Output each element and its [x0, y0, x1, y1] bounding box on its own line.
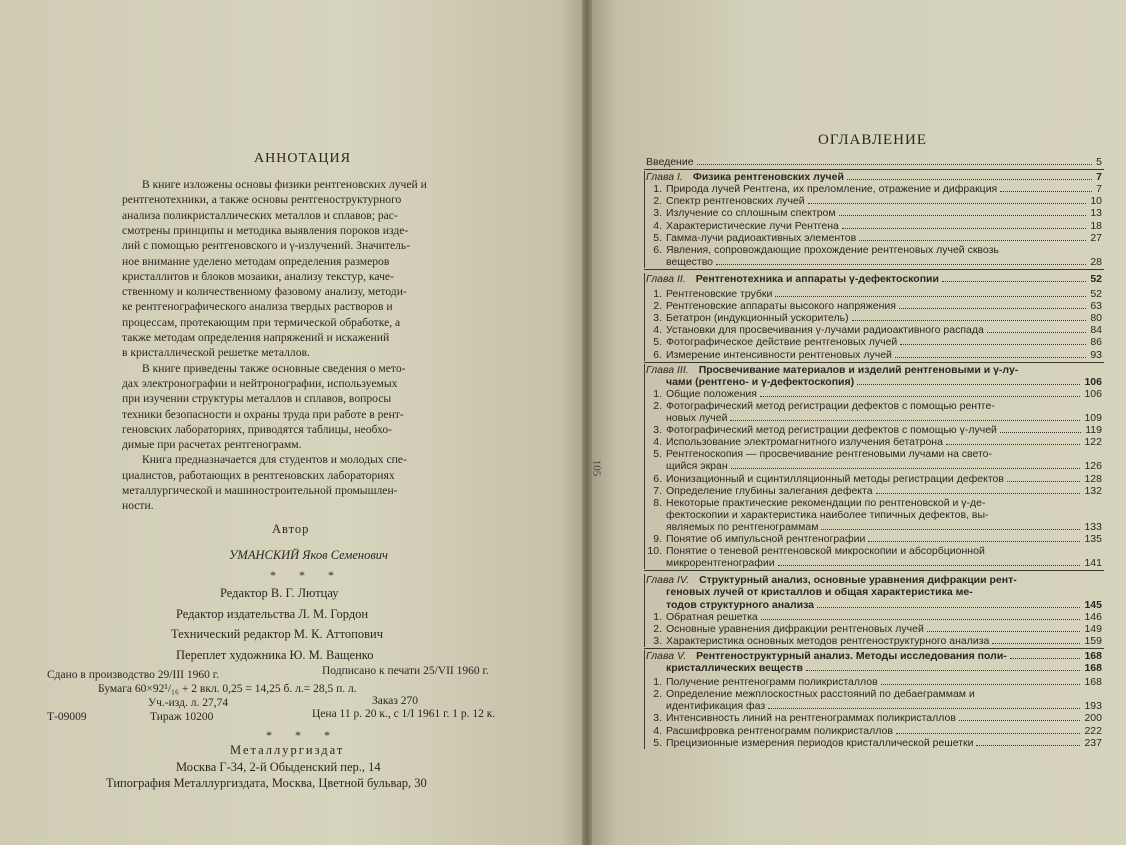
toc-page-number: 141 [1084, 557, 1102, 570]
toc-page-number: 10 [1090, 195, 1102, 208]
toc-entry-title: Бетатрон (индукционный ускоритель) [666, 312, 849, 325]
toc-entry-title: Спектр рентгеновских лучей [666, 195, 805, 208]
toc-entry-title: Гамма-лучи радиоактивных элементов [666, 231, 857, 244]
author-heading: Автор [272, 522, 310, 536]
toc-entry-title: Фотографический метод регистрации дефектов с помощью рентге- [666, 399, 995, 412]
toc-entry-title: Структурный анализ, основные уравнения дифракции рент- [699, 574, 1017, 587]
imprint-run: Тираж 10200 [150, 711, 214, 723]
annotation-line: смотрены принципы и методика выявления пороков изде- [122, 223, 409, 237]
toc-entry-title: Рентгенотехника и аппараты γ-дефектоскопии [695, 272, 939, 285]
toc-entry-number: 4. [653, 219, 662, 232]
toc-entry-number: 7. [653, 484, 662, 497]
toc-page-number: 80 [1090, 312, 1102, 325]
imprint-pub-sheets: Уч.-изд. л. 27,74 [148, 697, 229, 709]
toc-entry-number: 5. [653, 336, 662, 349]
annotation-line: при изучении структуры металлов и сплавов, вопросы [122, 392, 392, 406]
toc-entry-title: Просвечивание материалов и изделий рентгеновыми и γ-лу- [698, 363, 1019, 376]
toc-page-number: 5 [1096, 156, 1102, 168]
toc-entry-number: 9. [653, 533, 662, 545]
toc-entry-title: тодов структурного анализа [666, 598, 814, 611]
annotation-line: ности. [122, 499, 154, 513]
toc-entry-title: Получение рентгенограмм поликристаллов [666, 676, 878, 689]
toc-entry-number: 3. [653, 712, 662, 725]
toc-section-rule [644, 650, 645, 749]
toc-chapter-label: Глава II. [646, 272, 686, 285]
toc-entry-title: Понятие о теневой рентгеновской микроскопии и абсорбционной [666, 545, 985, 558]
imprint-signed: Подписано к печати 25/VII 1960 г. [322, 665, 489, 677]
toc-page-number: 128 [1084, 472, 1102, 485]
toc-page-number: 52 [1090, 288, 1102, 300]
toc-page-number: 145 [1084, 598, 1102, 611]
toc-leader-dots [992, 643, 1080, 644]
toc-entry-title: Некоторые практические рекомендации по рентгеновской и γ-де- [666, 496, 986, 509]
toc-leader-dots [1000, 432, 1081, 433]
toc-entry-number: 1. [653, 387, 662, 400]
toc-entry-number: 10. [647, 545, 662, 558]
toc-entry-title: Рентгеноструктурный анализ. Методы исследования поли- [696, 649, 1007, 662]
toc-entry-number: 6. [653, 472, 662, 485]
toc-entry-number: 3. [653, 634, 662, 647]
toc-leader-dots [927, 631, 1080, 632]
annotation-line: Книга предназначается для студентов и молодых спе- [142, 453, 407, 467]
toc-entry-number: 2. [653, 688, 662, 701]
toc-entry-continuation [646, 256, 1102, 268]
annotation-line: лий с помощью рентгеновского и γ-излучений. Значитель- [122, 239, 411, 253]
toc-chapter-1 [646, 171, 1102, 183]
toc-page-number: 109 [1084, 412, 1102, 424]
toc-entry-number: 8. [653, 496, 662, 509]
toc-entry [646, 448, 1102, 460]
toc-page-number: 93 [1090, 348, 1102, 361]
toc-entry [646, 424, 1102, 436]
toc-entry-number: 5. [653, 448, 662, 461]
toc-entry-title: щийся экран [666, 460, 728, 473]
toc-entry-continuation [646, 412, 1102, 424]
toc-leader-dots [868, 541, 1080, 542]
toc-leader-dots [775, 296, 1086, 297]
toc-leader-dots [1010, 658, 1080, 659]
toc-entry [646, 388, 1102, 400]
toc-leader-dots [859, 240, 1086, 241]
toc-leader-dots [1007, 481, 1080, 482]
stars-divider-2: * * * [266, 728, 340, 742]
annotation-title: АННОТАЦИЯ [254, 151, 351, 166]
toc-entry-title: идентификация фаз [666, 700, 766, 713]
toc-entry [646, 312, 1102, 324]
toc-leader-dots [899, 308, 1086, 309]
toc-entry [646, 324, 1102, 336]
toc-page-number: 135 [1084, 533, 1102, 545]
toc-entry [646, 436, 1102, 448]
toc-entry-continuation [646, 376, 1102, 388]
annotation-line: геновских лабораториях, приводятся таблицы, необхо- [122, 422, 392, 436]
toc-entry [646, 623, 1102, 635]
toc-section-rule [644, 171, 645, 268]
toc-page-number: 84 [1090, 324, 1102, 337]
publishing-editor-credit: Редактор издательства Л. М. Гордон [176, 607, 369, 621]
toc-section-divider [644, 648, 1104, 649]
toc-leader-dots [1000, 191, 1092, 192]
toc-page-number: 18 [1090, 219, 1102, 232]
toc-leader-dots [852, 320, 1086, 321]
toc-entry [646, 737, 1102, 749]
toc-leader-dots [857, 384, 1080, 385]
toc-page-number: 168 [1084, 676, 1102, 689]
toc-entry-title: Рентгеноскопия — просвечивание рентгеновыми лучами на свето- [666, 448, 993, 461]
toc-leader-dots [900, 344, 1086, 345]
toc-entry-title: новых лучей [666, 412, 728, 424]
annotation-line: димые при расчетах рентгенограмм. [122, 438, 302, 452]
fold-page-mark: 105 [590, 459, 603, 477]
annotation-line: также методам определения напряжений и искажений [122, 331, 390, 344]
toc-page-number: 119 [1085, 424, 1102, 437]
toc-page-number: 52 [1090, 272, 1102, 285]
annotation-line: ное внимание уделено методам определения размеров [122, 254, 390, 268]
toc-chapter-4 [646, 574, 1102, 586]
toc-section-divider [644, 570, 1104, 571]
toc-entry [646, 545, 1102, 557]
toc-entry-title: Определение глубины залегания дефекта [666, 484, 873, 497]
toc-leader-dots [881, 684, 1080, 685]
toc-chapter-label: Глава III. [646, 363, 689, 376]
toc-entry-continuation [646, 460, 1102, 472]
toc-entry [646, 288, 1102, 300]
toc-entry-continuation [646, 509, 1102, 521]
toc-entry-number: 1. [653, 610, 662, 623]
toc-entry [646, 676, 1102, 688]
annotation-line: кристаллитов и блоков мозаики, анализу текстур, каче- [122, 269, 394, 283]
toc-entry-title: вещество [666, 255, 714, 268]
toc-entry-number: 3. [653, 207, 662, 220]
toc-leader-dots [842, 228, 1086, 229]
editor-credit: Редактор В. Г. Лютцау [220, 586, 339, 600]
toc-entry-title: Расшифровка рентгенограмм поликристаллов [666, 724, 893, 737]
toc-entry-title: Фотографический метод регистрации дефектов с помощью γ-лучей [666, 424, 997, 437]
toc-entry-number: 3. [653, 424, 662, 437]
toc-leader-dots [895, 357, 1086, 358]
toc-chapter-label: Глава IV. [646, 574, 690, 587]
toc-leader-dots [806, 670, 1080, 671]
annotation-line: В книге приведены также основные сведения о мето- [142, 361, 406, 375]
toc-entry-title: Прецизионные измерения периодов кристаллической решетки [666, 736, 974, 749]
imprint-order: Заказ 270 [372, 695, 419, 707]
imprint-code: Т-09009 [47, 711, 87, 723]
toc-chapter-label: Глава V. [646, 649, 687, 662]
toc-entry-number: 2. [653, 195, 662, 208]
toc-entry-number: 1. [653, 288, 662, 300]
toc-entry-title: Установки для просвечивания γ-лучами радиоактивного распада [666, 324, 984, 337]
imprint-paper: Бумага 60×92¹/₁₆ + 2 вкл. 0,25 = 14,25 б. л.= 28,5 п. л. [98, 683, 357, 695]
toc-page-number: 149 [1084, 622, 1102, 635]
toc-entry-title: Введение [646, 156, 694, 168]
toc-entry-title: Рентгеновские трубки [666, 288, 773, 300]
toc-entry [646, 183, 1102, 195]
toc-entry-number: 5. [653, 736, 662, 749]
toc-entry-title: Использование электромагнитного излучения бетатрона [666, 436, 943, 449]
toc-entry-continuation [646, 599, 1102, 611]
annotation-line: циалистов, работающих в рентгеновских лабораториях [122, 468, 395, 482]
toc-leader-dots [876, 493, 1080, 494]
toc-leader-dots [896, 733, 1080, 734]
toc-entry-title: Природа лучей Рентгена, их преломление, отражение и дифракция [666, 183, 998, 196]
toc-entry [646, 400, 1102, 412]
publisher-name: Металлургиздат [230, 743, 345, 757]
toc-leader-dots [697, 164, 1092, 165]
toc-entry-title: Определение межплоскостных расстояний по дебаеграммам и [666, 688, 975, 701]
toc-entry-continuation [646, 557, 1102, 569]
toc-entry-number: 1. [653, 183, 662, 196]
toc-entry-title: Физика рентгеновских лучей [692, 171, 844, 184]
toc-leader-dots [839, 215, 1086, 216]
toc-entry-title: Явления, сопровождающие прохождение рентгеновых лучей сквозь [666, 243, 999, 256]
toc-entry-continuation [646, 586, 1102, 598]
toc-entry [646, 195, 1102, 207]
toc-leader-dots [817, 607, 1080, 608]
toc-entry-number: 1. [653, 676, 662, 689]
toc-entry-title: Ионизационный и сцинтилляционный методы регистрации дефектов [666, 472, 1004, 485]
toc-entry [646, 220, 1102, 232]
annotation-line: металлургической и машиностроительной промышлен- [122, 484, 398, 497]
toc-section-rule [644, 364, 645, 570]
toc-entry-number: 2. [653, 622, 662, 635]
toc-leader-dots [808, 203, 1086, 204]
toc-page-number: 168 [1084, 649, 1102, 662]
tech-editor-credit: Технический редактор М. К. Аттопович [171, 627, 383, 641]
toc-entry [646, 497, 1102, 509]
toc-entry-number: 4. [653, 436, 662, 449]
toc-entry-title: Понятие об импульсной рентгенографии [666, 533, 866, 545]
toc-leader-dots [761, 619, 1080, 620]
toc-entry-title: Общие положения [666, 387, 757, 400]
toc-page-number: 133 [1084, 520, 1102, 533]
annotation-line: ке рентгенографического анализа твердых растворов и [122, 300, 393, 314]
toc-page-number: 27 [1090, 231, 1102, 244]
toc-entry [646, 712, 1102, 724]
toc-leader-dots [768, 708, 1080, 709]
toc-page-number: 7 [1096, 183, 1102, 196]
toc-entry-title: являемых по рентгенограммам [666, 520, 819, 533]
toc-page-number: 146 [1084, 610, 1102, 623]
annotation-line: в кристаллической решетке металлов. [122, 346, 310, 360]
toc-entry [646, 232, 1102, 244]
toc-page-number: 132 [1084, 484, 1102, 497]
toc-leader-dots [716, 264, 1086, 265]
toc-entry [646, 635, 1102, 647]
toc-page-number: 63 [1090, 300, 1102, 313]
toc-page-number: 159 [1084, 634, 1102, 647]
toc-entry-title: чами (рентгено- и γ-дефектоскопия) [666, 375, 855, 388]
toc-leader-dots [959, 720, 1080, 721]
toc-entry-title: Основные уравнения дифракции рентгеновых лучей [666, 622, 924, 635]
toc-entry [646, 485, 1102, 497]
toc-entry-number: 2. [653, 399, 662, 412]
toc-entry-title: кристаллических веществ [666, 662, 803, 674]
toc-page-number: 106 [1084, 387, 1102, 400]
toc-entry [646, 533, 1102, 545]
toc-entry-continuation [646, 700, 1102, 712]
toc-entry [646, 611, 1102, 623]
toc-page-number: 126 [1084, 460, 1102, 473]
annotation-line: рентгенотехники, а также основы рентгеноструктурного [122, 193, 402, 207]
toc-leader-dots [778, 565, 1080, 566]
toc-leader-dots [821, 529, 1080, 530]
toc-leader-dots [731, 468, 1080, 469]
toc-entry [646, 725, 1102, 737]
toc-chapter-5 [646, 650, 1102, 662]
toc-chapter-3 [646, 364, 1102, 376]
toc-entry [646, 336, 1102, 348]
toc-leader-dots [730, 420, 1080, 421]
toc-page-number: 28 [1090, 255, 1102, 268]
toc-entry-title: Характеристические лучи Рентгена [666, 219, 839, 232]
author-name: УМАНСКИЙ Яков Семенович [229, 548, 388, 562]
cover-artist-credit: Переплет художника Ю. М. Ващенко [176, 648, 374, 662]
book-spine [582, 0, 592, 845]
toc-entry-number: 4. [653, 324, 662, 337]
toc-entry-continuation [646, 662, 1102, 674]
toc-section-rule [644, 574, 645, 647]
toc-entry-title: геновых лучей от кристаллов и общая характеристика ме- [666, 586, 973, 599]
toc-entry [646, 207, 1102, 219]
toc-section-rule [644, 273, 645, 361]
toc-entry-number: 2. [653, 300, 662, 313]
toc-page-number: 86 [1090, 336, 1102, 349]
toc-entry-title: Измерение интенсивности рентгеновых лучей [666, 348, 892, 361]
toc-leader-dots [946, 444, 1080, 445]
toc-title: ОГЛАВЛЕНИЕ [818, 132, 927, 148]
annotation-line: ственному и количественному фазовому анализу, методи- [122, 285, 407, 299]
toc-entry-title: Рентгеновские аппараты высокого напряжения [666, 300, 896, 313]
toc-intro [646, 156, 1102, 168]
toc-entry-number: 6. [653, 348, 662, 361]
toc-section-divider [644, 269, 1104, 270]
toc-entry-title: фектоскопии и характеристика наиболее типичных дефектов, вы- [666, 508, 989, 521]
toc-leader-dots [976, 745, 1080, 746]
toc-entry-number: 5. [653, 231, 662, 244]
toc-entry-number: 4. [653, 724, 662, 737]
annotation-line: процессам, протекающим при термической обработке, а [122, 315, 401, 329]
toc-entry [646, 300, 1102, 312]
annotation-line: техники безопасности и охраны труда при работе в рент- [122, 407, 404, 421]
publisher-address: Москва Г-34, 2-й Обыденский пер., 14 [176, 760, 381, 774]
toc-entry-title: Фотографическое действие рентгеновых лучей [666, 336, 898, 349]
annotation-line: В книге изложены основы физики рентгеновских лучей и [142, 178, 427, 191]
toc-page-number: 237 [1084, 736, 1102, 749]
toc-entry-number: 3. [653, 312, 662, 325]
toc-page-number: 200 [1084, 712, 1102, 725]
toc-page-number: 168 [1084, 662, 1102, 674]
toc-page-number: 122 [1084, 436, 1102, 449]
toc-chapter-2 [646, 273, 1102, 285]
toc-leader-dots [942, 281, 1086, 282]
printer-info: Типография Металлургиздата, Москва, Цветной бульвар, 30 [106, 776, 427, 790]
imprint-sent: Сдано в производство 29/III 1960 г. [47, 669, 220, 681]
annotation-line: анализа поликристаллических металлов и сплавов; рас- [122, 208, 398, 222]
toc-entry-title: Характеристика основных методов рентгеноструктурного анализа [666, 634, 990, 647]
toc-entry [646, 473, 1102, 485]
toc-entry-title: микрорентгенографии [666, 557, 775, 570]
toc-entry [646, 349, 1102, 361]
toc-entry [646, 244, 1102, 256]
toc-page-number: 13 [1090, 207, 1102, 220]
stars-divider-1: * * * [270, 568, 344, 582]
toc-page-number: 222 [1084, 724, 1102, 737]
toc-entry-title: Обратная решетка [666, 610, 758, 623]
toc-entry-title: Интенсивность линий на рентгенограммах поликристаллов [666, 712, 956, 725]
toc-entry-number: 6. [653, 243, 662, 256]
imprint-price: Цена 11 р. 20 к., с 1/I 1961 г. 1 р. 12 к. [312, 708, 496, 720]
toc-section-divider [644, 362, 1104, 363]
toc-page-number: 193 [1084, 700, 1102, 713]
annotation-line: дах электронографии и нейтронографии, используемых [122, 376, 398, 390]
toc-page-number: 106 [1084, 375, 1102, 388]
toc-entry [646, 688, 1102, 700]
toc-leader-dots [987, 332, 1086, 333]
toc-page-number: 7 [1096, 171, 1102, 184]
toc-section-divider [644, 169, 1104, 170]
toc-entry-title: Излучение со сплошным спектром [666, 207, 836, 220]
toc-leader-dots [760, 396, 1080, 397]
toc-entry-continuation [646, 521, 1102, 533]
toc-chapter-label: Глава I. [646, 171, 683, 184]
toc-leader-dots [847, 179, 1092, 180]
